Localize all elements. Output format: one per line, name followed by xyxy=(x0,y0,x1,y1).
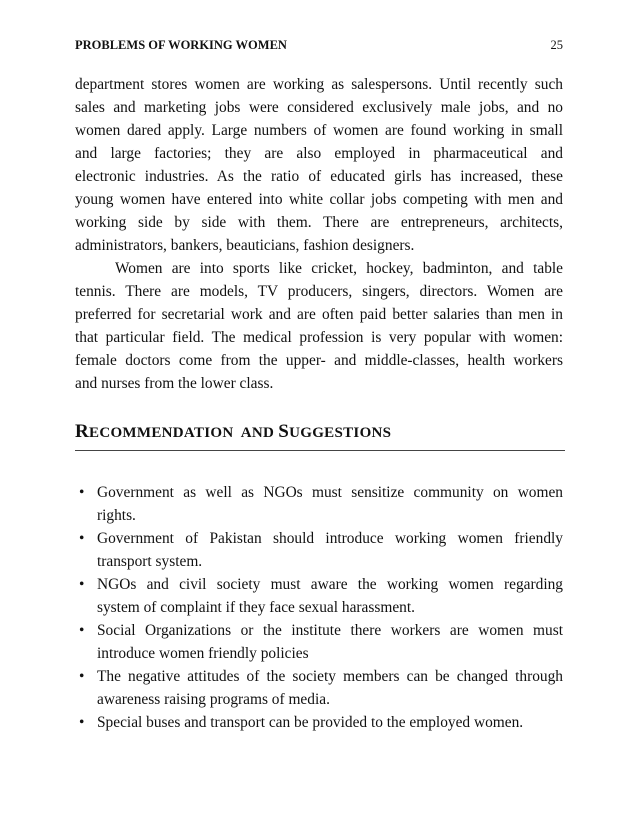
text-line: electronic industries. As the ratio of educated girls has increased, these xyxy=(75,168,563,185)
bullet-icon: • xyxy=(79,576,85,593)
text-line: Women are into sports like cricket, hockey, badminton, and table xyxy=(115,260,563,277)
text-line: female doctors come from the upper- and middle-classes, health workers xyxy=(75,352,563,369)
bullet-icon: • xyxy=(79,622,85,639)
bullet-icon: • xyxy=(79,530,85,547)
paragraph-1 xyxy=(75,73,563,257)
list-item xyxy=(75,527,563,573)
text-line: tennis. There are models, TV producers, singers, directors. Women are xyxy=(75,283,563,300)
bullet-icon: • xyxy=(79,484,85,501)
text-line: transport system. xyxy=(97,553,203,570)
text-line: introduce women friendly policies xyxy=(97,645,309,662)
recommendation-list xyxy=(75,481,563,734)
text-line: Social Organizations or the institute there workers are women must xyxy=(97,622,563,639)
text-line: young women have entered into white collar jobs competing with men and xyxy=(75,191,563,208)
text-line: sales and marketing jobs were considered exclusively male jobs, and no xyxy=(75,99,563,116)
section-heading: RECOMMENDATION AND SUGGESTIONS xyxy=(75,421,565,451)
text-line: and large factories; they are also employed in pharmaceutical and xyxy=(75,145,563,162)
text-line: that particular field. The medical profession is very popular with women: xyxy=(75,329,563,346)
list-item xyxy=(75,619,563,665)
text-line: Special buses and transport can be provided to the employed women. xyxy=(97,714,524,731)
bullet-icon: • xyxy=(79,714,85,731)
header-title: PROBLEMS OF WORKING WOMEN xyxy=(75,38,287,52)
text-line: system of complaint if they face sexual harassment. xyxy=(97,599,415,616)
text-line: Government of Pakistan should introduce working women friendly xyxy=(97,530,563,547)
text-line: awareness raising programs of media. xyxy=(97,691,330,708)
text-line: women dared apply. Large numbers of women are found working in small xyxy=(75,122,563,139)
running-header xyxy=(75,37,563,53)
text-line: and nurses from the lower class. xyxy=(75,375,274,392)
bullet-icon: • xyxy=(79,668,85,685)
text-line: rights. xyxy=(97,507,136,524)
text-line: working side by side with them. There are entrepreneurs, architects, xyxy=(75,214,563,231)
text-line: The negative attitudes of the society members can be changed through xyxy=(97,668,563,685)
text-line: preferred for secretarial work and are often paid better salaries than men in xyxy=(75,306,563,323)
list-item xyxy=(75,711,563,734)
text-line: Government as well as NGOs must sensitize community on women xyxy=(97,484,563,501)
list-item xyxy=(75,665,563,711)
text-line: NGOs and civil society must aware the working women regarding xyxy=(97,576,563,593)
paragraph-2 xyxy=(75,257,563,395)
page-number: 25 xyxy=(550,38,563,52)
text-line: administrators, bankers, beauticians, fashion designers. xyxy=(75,237,415,254)
text-line: department stores women are working as salespersons. Until recently such xyxy=(75,76,563,93)
list-item xyxy=(75,481,563,527)
list-item xyxy=(75,573,563,619)
